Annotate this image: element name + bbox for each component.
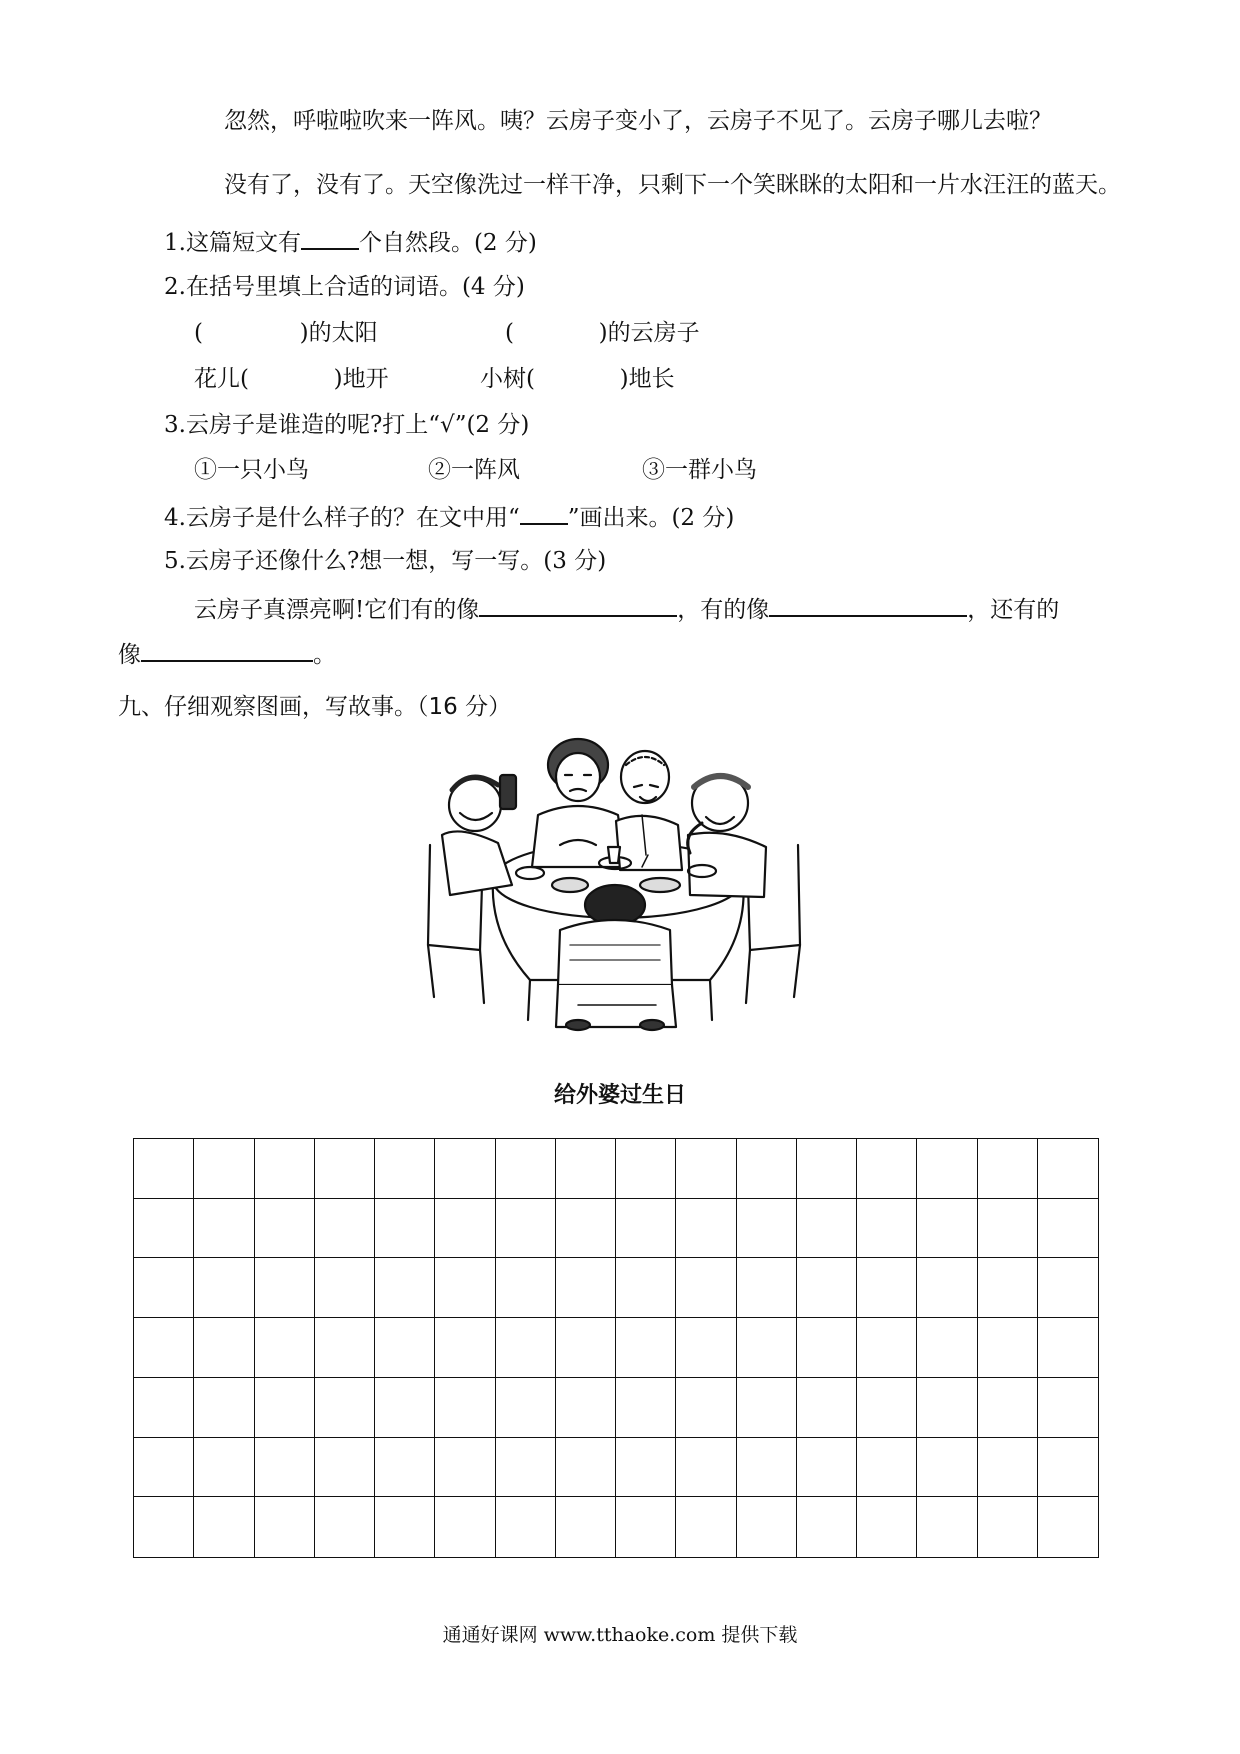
grid-cell[interactable] <box>737 1199 797 1259</box>
grid-cell[interactable] <box>1038 1318 1098 1378</box>
grid-cell[interactable] <box>978 1318 1038 1378</box>
question-2-prompt: 2.在括号里填上合适的词语。(4 分) <box>164 274 525 300</box>
question-5-sentence-cont <box>118 638 336 670</box>
grid-cell[interactable] <box>134 1378 194 1438</box>
grid-cell[interactable] <box>616 1318 676 1378</box>
grid-cell[interactable] <box>978 1378 1038 1438</box>
passage-paragraph-2: 没有了，没有了。天空像洗过一样干净，只剩下一个笑眯眯的太阳和一片水汪汪的蓝天。 <box>224 172 1121 198</box>
answer-blank[interactable] <box>141 638 313 662</box>
sentence-part-2: ，有的像 <box>677 597 770 623</box>
sentence-part-4: 像 <box>118 642 141 668</box>
grid-cell[interactable] <box>676 1378 736 1438</box>
grid-cell[interactable] <box>375 1139 435 1199</box>
grid-cell[interactable] <box>676 1438 736 1498</box>
grid-cell[interactable] <box>315 1378 375 1438</box>
question-4 <box>164 501 734 533</box>
grid-cell[interactable] <box>797 1378 857 1438</box>
grid-cell[interactable] <box>737 1378 797 1438</box>
grid-cell[interactable] <box>616 1497 676 1557</box>
question-1-text: 1.这篇短文有 <box>164 230 301 256</box>
question-3-prompt: 3.云房子是谁造的呢?打上“√”(2 分) <box>164 412 530 438</box>
grid-cell[interactable] <box>917 1199 977 1259</box>
grid-cell[interactable] <box>315 1258 375 1318</box>
writing-grid[interactable] <box>133 1138 1099 1558</box>
grid-cell[interactable] <box>194 1139 254 1199</box>
grid-cell[interactable] <box>616 1378 676 1438</box>
question-3-option-3[interactable]: ③一群小鸟 <box>642 457 757 483</box>
grid-cell[interactable] <box>616 1438 676 1498</box>
grid-cell[interactable] <box>978 1139 1038 1199</box>
grid-cell[interactable] <box>255 1438 315 1498</box>
question-3-option-1[interactable]: ①一只小鸟 <box>194 457 309 483</box>
grid-cell[interactable] <box>917 1438 977 1498</box>
grid-cell[interactable] <box>375 1258 435 1318</box>
grid-cell[interactable] <box>616 1258 676 1318</box>
grid-cell[interactable] <box>857 1199 917 1259</box>
grid-cell[interactable] <box>1038 1199 1098 1259</box>
grid-cell[interactable] <box>676 1258 736 1318</box>
grid-cell[interactable] <box>737 1258 797 1318</box>
phrase-cloud-house: )的云房子 <box>598 320 700 346</box>
question-5-sentence <box>194 593 1059 625</box>
sentence-end: 。 <box>313 642 336 668</box>
grid-cell[interactable] <box>797 1318 857 1378</box>
grid-cell[interactable] <box>737 1139 797 1199</box>
grid-cell[interactable] <box>194 1438 254 1498</box>
grid-cell[interactable] <box>978 1497 1038 1557</box>
grid-cell[interactable] <box>917 1318 977 1378</box>
grid-cell[interactable] <box>255 1199 315 1259</box>
grid-cell[interactable] <box>194 1199 254 1259</box>
grid-cell[interactable] <box>134 1318 194 1378</box>
grid-cell[interactable] <box>676 1497 736 1557</box>
grid-cell[interactable] <box>134 1199 194 1259</box>
grid-cell[interactable] <box>556 1318 616 1378</box>
passage-paragraph-1: 忽然，呼啦啦吹来一阵风。咦？云房子变小了，云房子不见了。云房子哪儿去啦？ <box>224 108 1052 134</box>
grid-cell[interactable] <box>556 1378 616 1438</box>
question-1-score: 个自然段。(2 分) <box>358 230 537 256</box>
grid-cell[interactable] <box>435 1318 495 1378</box>
sentence-part-3: ，还有的 <box>967 597 1060 623</box>
grid-cell[interactable] <box>676 1199 736 1259</box>
answer-blank[interactable] <box>301 226 359 250</box>
grid-cell[interactable] <box>375 1378 435 1438</box>
grid-cell[interactable] <box>1038 1497 1098 1557</box>
grid-cell[interactable] <box>857 1378 917 1438</box>
question-1 <box>164 226 537 258</box>
grid-cell[interactable] <box>315 1438 375 1498</box>
grid-cell[interactable] <box>315 1318 375 1378</box>
grid-cell[interactable] <box>857 1438 917 1498</box>
grid-cell[interactable] <box>435 1497 495 1557</box>
grid-cell[interactable] <box>315 1139 375 1199</box>
grid-cell[interactable] <box>435 1438 495 1498</box>
grid-cell[interactable] <box>496 1497 556 1557</box>
grid-cell[interactable] <box>978 1438 1038 1498</box>
grid-cell[interactable] <box>255 1318 315 1378</box>
grid-cell[interactable] <box>978 1258 1038 1318</box>
phrase-flowers: 花儿( <box>194 366 249 392</box>
grid-cell[interactable] <box>556 1438 616 1498</box>
grid-cell[interactable] <box>857 1318 917 1378</box>
grid-cell[interactable] <box>978 1199 1038 1259</box>
grid-cell[interactable] <box>315 1199 375 1259</box>
grid-cell[interactable] <box>134 1139 194 1199</box>
grid-cell[interactable] <box>134 1258 194 1318</box>
grid-cell[interactable] <box>556 1258 616 1318</box>
grid-cell[interactable] <box>797 1438 857 1498</box>
grid-cell[interactable] <box>435 1258 495 1318</box>
question-4-text: 4.云房子是什么样子的？在文中用“ <box>164 505 520 531</box>
grid-cell[interactable] <box>134 1438 194 1498</box>
grid-cell[interactable] <box>676 1318 736 1378</box>
grid-cell[interactable] <box>616 1199 676 1259</box>
grid-cell[interactable] <box>315 1497 375 1557</box>
underline-sample <box>520 501 568 525</box>
grid-cell[interactable] <box>737 1318 797 1378</box>
paren-open: ( <box>194 320 203 346</box>
grid-cell[interactable] <box>797 1199 857 1259</box>
story-title: 给外婆过生日 <box>553 1083 686 1108</box>
grid-cell[interactable] <box>1038 1378 1098 1438</box>
phrase-small-tree: 小树( <box>480 366 535 392</box>
grid-cell[interactable] <box>1038 1258 1098 1318</box>
phrase-sun: )的太阳 <box>299 320 378 346</box>
grid-cell[interactable] <box>255 1497 315 1557</box>
question-3-option-2[interactable]: ②一阵风 <box>428 457 520 483</box>
grid-cell[interactable] <box>797 1497 857 1557</box>
phrase-grow: )地长 <box>619 366 675 392</box>
question-2-row-2 <box>194 364 389 394</box>
grid-cell[interactable] <box>435 1199 495 1259</box>
grid-cell[interactable] <box>917 1497 977 1557</box>
grid-cell[interactable] <box>676 1139 736 1199</box>
phrase-bloom: )地开 <box>333 366 389 392</box>
grid-cell[interactable] <box>797 1139 857 1199</box>
grid-cell[interactable] <box>737 1497 797 1557</box>
grid-cell[interactable] <box>917 1378 977 1438</box>
grid-cell[interactable] <box>255 1258 315 1318</box>
section-9-title: 九、仔细观察图画，写故事。（16 分） <box>118 694 512 720</box>
grid-cell[interactable] <box>496 1139 556 1199</box>
grid-cell[interactable] <box>435 1378 495 1438</box>
sentence-part-1: 云房子真漂亮啊!它们有的像 <box>194 597 480 623</box>
footer: 通通好课网 www.tthaoke.com 提供下载 <box>442 1624 798 1646</box>
question-2-row-2-b <box>480 364 675 394</box>
grid-cell[interactable] <box>556 1139 616 1199</box>
answer-blank[interactable] <box>479 593 677 617</box>
answer-blank[interactable] <box>769 593 967 617</box>
paren-open: ( <box>505 320 514 346</box>
question-5-prompt: 5.云房子还像什么?想一想，写一写。(3 分) <box>164 548 607 574</box>
question-4-score: ”画出来。(2 分) <box>567 505 735 531</box>
grid-cell[interactable] <box>375 1318 435 1378</box>
grid-cell[interactable] <box>857 1139 917 1199</box>
grid-cell[interactable] <box>496 1438 556 1498</box>
grid-cell[interactable] <box>737 1438 797 1498</box>
question-2-row-1-b <box>505 318 700 348</box>
grid-cell[interactable] <box>556 1497 616 1557</box>
family-dinner-illustration <box>420 735 810 1050</box>
grid-cell[interactable] <box>194 1318 254 1378</box>
grid-cell[interactable] <box>375 1199 435 1259</box>
grid-cell[interactable] <box>1038 1139 1098 1199</box>
question-2-row-1 <box>194 318 378 348</box>
grid-cell[interactable] <box>435 1139 495 1199</box>
grid-cell[interactable] <box>496 1199 556 1259</box>
grid-cell[interactable] <box>255 1139 315 1199</box>
grid-cell[interactable] <box>194 1378 254 1438</box>
grid-cell[interactable] <box>496 1378 556 1438</box>
grid-cell[interactable] <box>496 1318 556 1378</box>
grid-cell[interactable] <box>857 1497 917 1557</box>
grid-cell[interactable] <box>556 1199 616 1259</box>
grid-cell[interactable] <box>1038 1438 1098 1498</box>
grid-cell[interactable] <box>496 1258 556 1318</box>
grid-cell[interactable] <box>375 1438 435 1498</box>
grid-cell[interactable] <box>797 1258 857 1318</box>
grid-cell[interactable] <box>917 1258 977 1318</box>
grid-cell[interactable] <box>194 1497 254 1557</box>
grid-cell[interactable] <box>134 1497 194 1557</box>
grid-cell[interactable] <box>375 1497 435 1557</box>
grid-cell[interactable] <box>857 1258 917 1318</box>
grid-cell[interactable] <box>255 1378 315 1438</box>
grid-cell[interactable] <box>616 1139 676 1199</box>
grid-cell[interactable] <box>194 1258 254 1318</box>
grid-cell[interactable] <box>917 1139 977 1199</box>
